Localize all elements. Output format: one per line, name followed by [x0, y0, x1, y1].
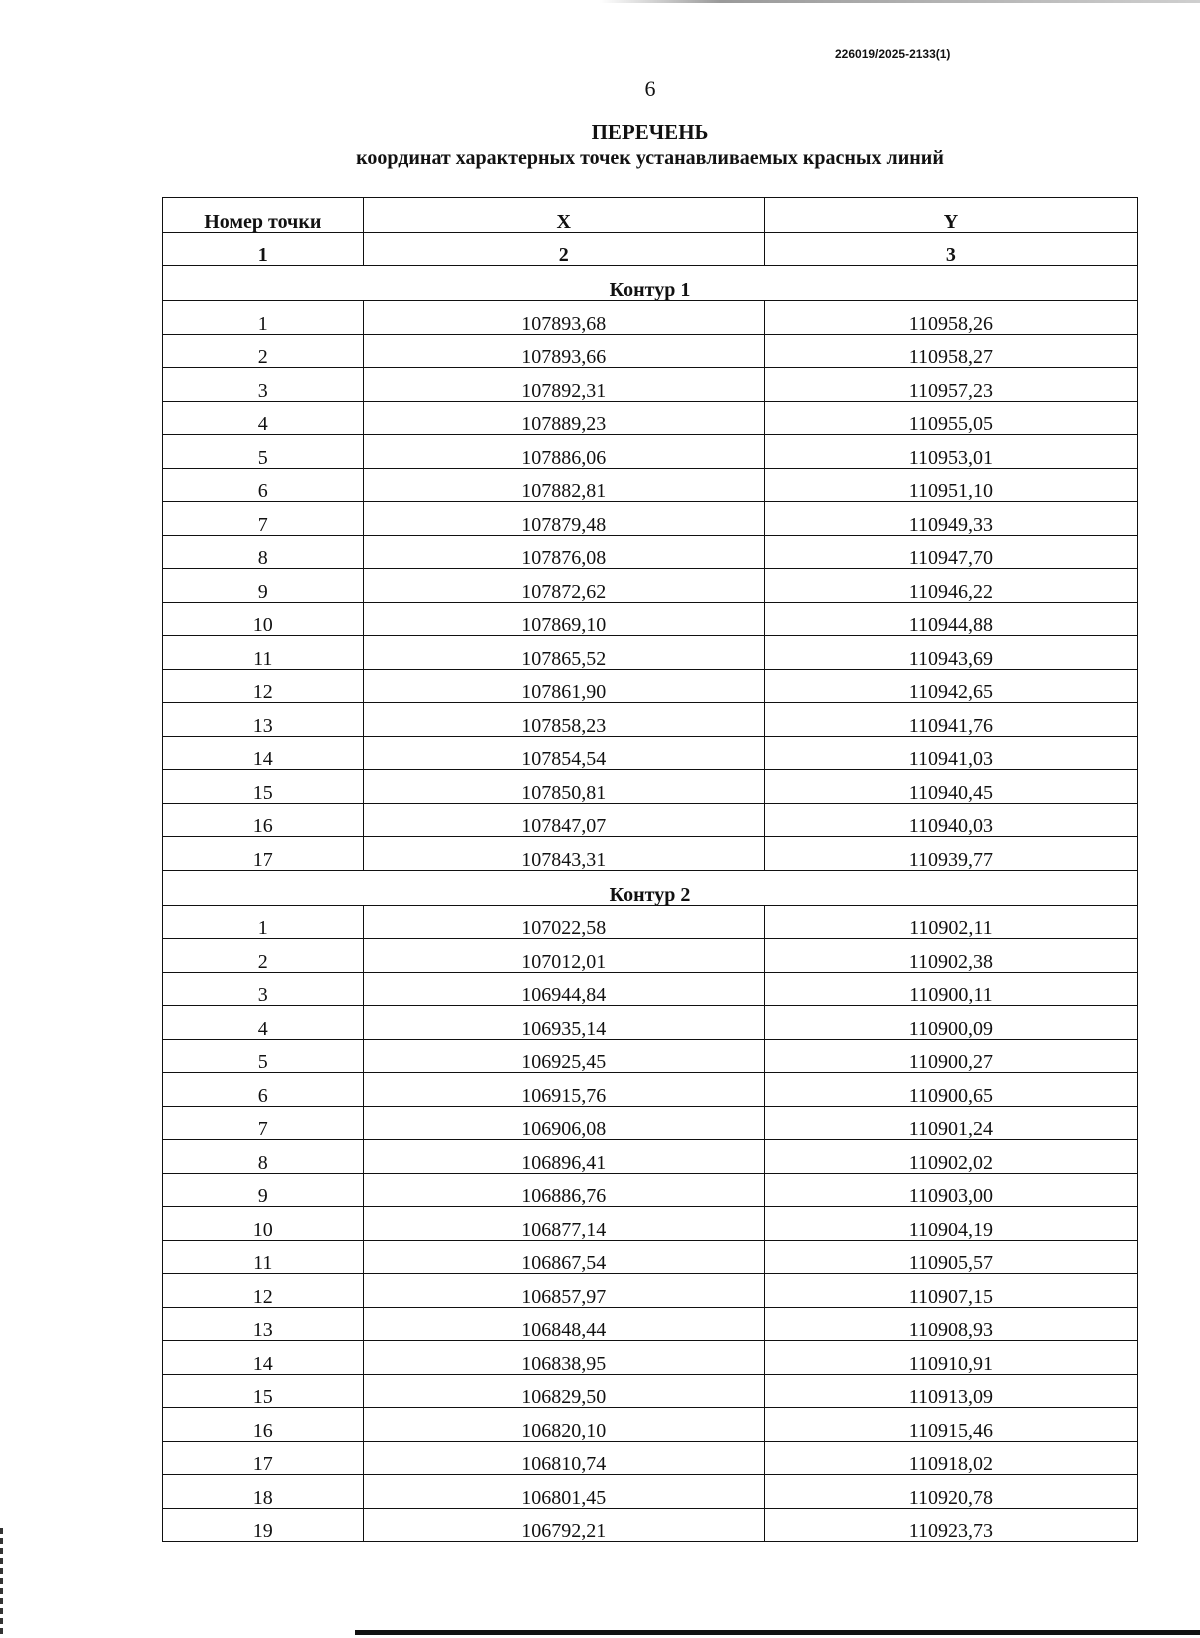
y-coordinate-cell: 110902,38 [764, 939, 1137, 973]
table-row [163, 1307, 1138, 1341]
table-row [163, 368, 1138, 402]
table-row [163, 1441, 1138, 1475]
point-number-cell: 9 [163, 1173, 364, 1207]
table-row [163, 1374, 1138, 1408]
table-row [163, 1039, 1138, 1073]
y-coordinate-cell: 110901,24 [764, 1106, 1137, 1140]
y-coordinate-cell: 110920,78 [764, 1475, 1137, 1509]
table-header [163, 198, 1138, 266]
y-coordinate-cell: 110940,45 [764, 770, 1137, 804]
y-coordinate-cell: 110941,03 [764, 736, 1137, 770]
point-number-cell: 1 [163, 301, 364, 335]
point-number-cell: 13 [163, 1307, 364, 1341]
table-row [163, 1207, 1138, 1241]
x-coordinate-cell: 107889,23 [363, 401, 764, 435]
y-coordinate-cell: 110940,03 [764, 803, 1137, 837]
point-number-cell: 10 [163, 602, 364, 636]
table-row [163, 939, 1138, 973]
x-coordinate-cell: 106838,95 [363, 1341, 764, 1375]
table-row [163, 1140, 1138, 1174]
y-coordinate-cell: 110900,09 [764, 1006, 1137, 1040]
contour-heading-row [163, 266, 1138, 301]
y-coordinate-cell: 110910,91 [764, 1341, 1137, 1375]
page-subtitle: координат характерных точек устанавливаемых красных линий [356, 147, 944, 169]
y-coordinate-cell: 110902,02 [764, 1140, 1137, 1174]
point-number-cell: 7 [163, 502, 364, 536]
x-coordinate-cell: 107886,06 [363, 435, 764, 469]
x-coordinate-cell: 107850,81 [363, 770, 764, 804]
page-title: ПЕРЕЧЕНЬ [591, 120, 709, 144]
y-coordinate-cell: 110939,77 [764, 837, 1137, 871]
table-row [163, 602, 1138, 636]
table-row [163, 636, 1138, 670]
table-row [163, 1106, 1138, 1140]
y-coordinate-cell: 110900,11 [764, 972, 1137, 1006]
y-coordinate-cell: 110900,65 [764, 1073, 1137, 1107]
x-coordinate-cell: 106801,45 [363, 1475, 764, 1509]
table-row [163, 1073, 1138, 1107]
scan-bottom-edge [355, 1630, 1200, 1635]
point-number-cell: 5 [163, 1039, 364, 1073]
table-row [163, 837, 1138, 871]
point-number-cell: 16 [163, 1408, 364, 1442]
table-row [163, 1173, 1138, 1207]
header-x: X [363, 198, 764, 233]
point-number-cell: 12 [163, 1274, 364, 1308]
x-coordinate-cell: 107876,08 [363, 535, 764, 569]
point-number-cell: 16 [163, 803, 364, 837]
column-index-1: 1 [163, 233, 364, 266]
point-number-cell: 4 [163, 1006, 364, 1040]
table-body [163, 266, 1138, 1542]
header-row [163, 198, 1138, 233]
point-number-cell: 12 [163, 669, 364, 703]
point-number-cell: 17 [163, 837, 364, 871]
point-number-cell: 6 [163, 1073, 364, 1107]
point-number-cell: 9 [163, 569, 364, 603]
contour-label: Контур 2 [163, 870, 1138, 905]
table-row [163, 1408, 1138, 1442]
table-row [163, 502, 1138, 536]
y-coordinate-cell: 110944,88 [764, 602, 1137, 636]
column-index-3: 3 [764, 233, 1137, 266]
y-coordinate-cell: 110941,76 [764, 703, 1137, 737]
page-number: 6 [644, 76, 656, 101]
document-number: 226019/2025-2133(1) [835, 47, 951, 61]
point-number-cell: 8 [163, 535, 364, 569]
point-number-cell: 2 [163, 334, 364, 368]
y-coordinate-cell: 110958,26 [764, 301, 1137, 335]
point-number-cell: 17 [163, 1441, 364, 1475]
point-number-cell: 11 [163, 1240, 364, 1274]
y-coordinate-cell: 110905,57 [764, 1240, 1137, 1274]
y-coordinate-cell: 110942,65 [764, 669, 1137, 703]
x-coordinate-cell: 107012,01 [363, 939, 764, 973]
y-coordinate-cell: 110915,46 [764, 1408, 1137, 1442]
x-coordinate-cell: 106877,14 [363, 1207, 764, 1241]
x-coordinate-cell: 107861,90 [363, 669, 764, 703]
point-number-cell: 19 [163, 1508, 364, 1542]
point-number-cell: 10 [163, 1207, 364, 1241]
y-coordinate-cell: 110953,01 [764, 435, 1137, 469]
x-coordinate-cell: 106915,76 [363, 1073, 764, 1107]
point-number-cell: 15 [163, 770, 364, 804]
table-row [163, 401, 1138, 435]
x-coordinate-cell: 107893,68 [363, 301, 764, 335]
y-coordinate-cell: 110904,19 [764, 1207, 1137, 1241]
x-coordinate-cell: 107872,62 [363, 569, 764, 603]
x-coordinate-cell: 106792,21 [363, 1508, 764, 1542]
scan-top-edge [0, 0, 1200, 3]
x-coordinate-cell: 106810,74 [363, 1441, 764, 1475]
table-row [163, 669, 1138, 703]
y-coordinate-cell: 110923,73 [764, 1508, 1137, 1542]
x-coordinate-cell: 107869,10 [363, 602, 764, 636]
point-number-cell: 14 [163, 736, 364, 770]
y-coordinate-cell: 110913,09 [764, 1374, 1137, 1408]
table-row [163, 1274, 1138, 1308]
y-coordinate-cell: 110955,05 [764, 401, 1137, 435]
y-coordinate-cell: 110958,27 [764, 334, 1137, 368]
point-number-cell: 6 [163, 468, 364, 502]
y-coordinate-cell: 110957,23 [764, 368, 1137, 402]
y-coordinate-cell: 110946,22 [764, 569, 1137, 603]
x-coordinate-cell: 106925,45 [363, 1039, 764, 1073]
table-row [163, 1475, 1138, 1509]
scan-left-edge [0, 1528, 3, 1638]
coordinates-table [162, 197, 1138, 1542]
point-number-cell: 14 [163, 1341, 364, 1375]
y-coordinate-cell: 110951,10 [764, 468, 1137, 502]
x-coordinate-cell: 106896,41 [363, 1140, 764, 1174]
point-number-cell: 7 [163, 1106, 364, 1140]
table-row [163, 334, 1138, 368]
contour-label: Контур 1 [163, 266, 1138, 301]
table-row [163, 301, 1138, 335]
x-coordinate-cell: 106935,14 [363, 1006, 764, 1040]
x-coordinate-cell: 106886,76 [363, 1173, 764, 1207]
x-coordinate-cell: 107882,81 [363, 468, 764, 502]
x-coordinate-cell: 106820,10 [363, 1408, 764, 1442]
header-point-number: Номер точки [163, 198, 364, 233]
table-row [163, 468, 1138, 502]
table-row [163, 905, 1138, 939]
table-row [163, 770, 1138, 804]
x-coordinate-cell: 107893,66 [363, 334, 764, 368]
x-coordinate-cell: 107847,07 [363, 803, 764, 837]
table-row [163, 1006, 1138, 1040]
x-coordinate-cell: 107865,52 [363, 636, 764, 670]
point-number-cell: 1 [163, 905, 364, 939]
point-number-cell: 15 [163, 1374, 364, 1408]
column-index-2: 2 [363, 233, 764, 266]
y-coordinate-cell: 110918,02 [764, 1441, 1137, 1475]
x-coordinate-cell: 106857,97 [363, 1274, 764, 1308]
table-row [163, 1341, 1138, 1375]
table-row [163, 972, 1138, 1006]
contour-heading-row [163, 870, 1138, 905]
x-coordinate-cell: 106944,84 [363, 972, 764, 1006]
point-number-cell: 3 [163, 972, 364, 1006]
y-coordinate-cell: 110903,00 [764, 1173, 1137, 1207]
table-row [163, 736, 1138, 770]
table-row [163, 435, 1138, 469]
point-number-cell: 5 [163, 435, 364, 469]
header-y: Y [764, 198, 1137, 233]
column-index-row [163, 233, 1138, 266]
point-number-cell: 18 [163, 1475, 364, 1509]
point-number-cell: 11 [163, 636, 364, 670]
x-coordinate-cell: 107879,48 [363, 502, 764, 536]
x-coordinate-cell: 107892,31 [363, 368, 764, 402]
y-coordinate-cell: 110902,11 [764, 905, 1137, 939]
x-coordinate-cell: 107854,54 [363, 736, 764, 770]
table-row [163, 569, 1138, 603]
y-coordinate-cell: 110943,69 [764, 636, 1137, 670]
point-number-cell: 3 [163, 368, 364, 402]
y-coordinate-cell: 110949,33 [764, 502, 1137, 536]
point-number-cell: 8 [163, 1140, 364, 1174]
x-coordinate-cell: 106848,44 [363, 1307, 764, 1341]
table-row [163, 803, 1138, 837]
x-coordinate-cell: 107843,31 [363, 837, 764, 871]
y-coordinate-cell: 110900,27 [764, 1039, 1137, 1073]
y-coordinate-cell: 110908,93 [764, 1307, 1137, 1341]
y-coordinate-cell: 110947,70 [764, 535, 1137, 569]
point-number-cell: 2 [163, 939, 364, 973]
table-row [163, 703, 1138, 737]
table-row [163, 535, 1138, 569]
point-number-cell: 4 [163, 401, 364, 435]
table-row [163, 1508, 1138, 1542]
point-number-cell: 13 [163, 703, 364, 737]
x-coordinate-cell: 106829,50 [363, 1374, 764, 1408]
x-coordinate-cell: 107022,58 [363, 905, 764, 939]
table-row [163, 1240, 1138, 1274]
x-coordinate-cell: 106906,08 [363, 1106, 764, 1140]
x-coordinate-cell: 107858,23 [363, 703, 764, 737]
y-coordinate-cell: 110907,15 [764, 1274, 1137, 1308]
x-coordinate-cell: 106867,54 [363, 1240, 764, 1274]
